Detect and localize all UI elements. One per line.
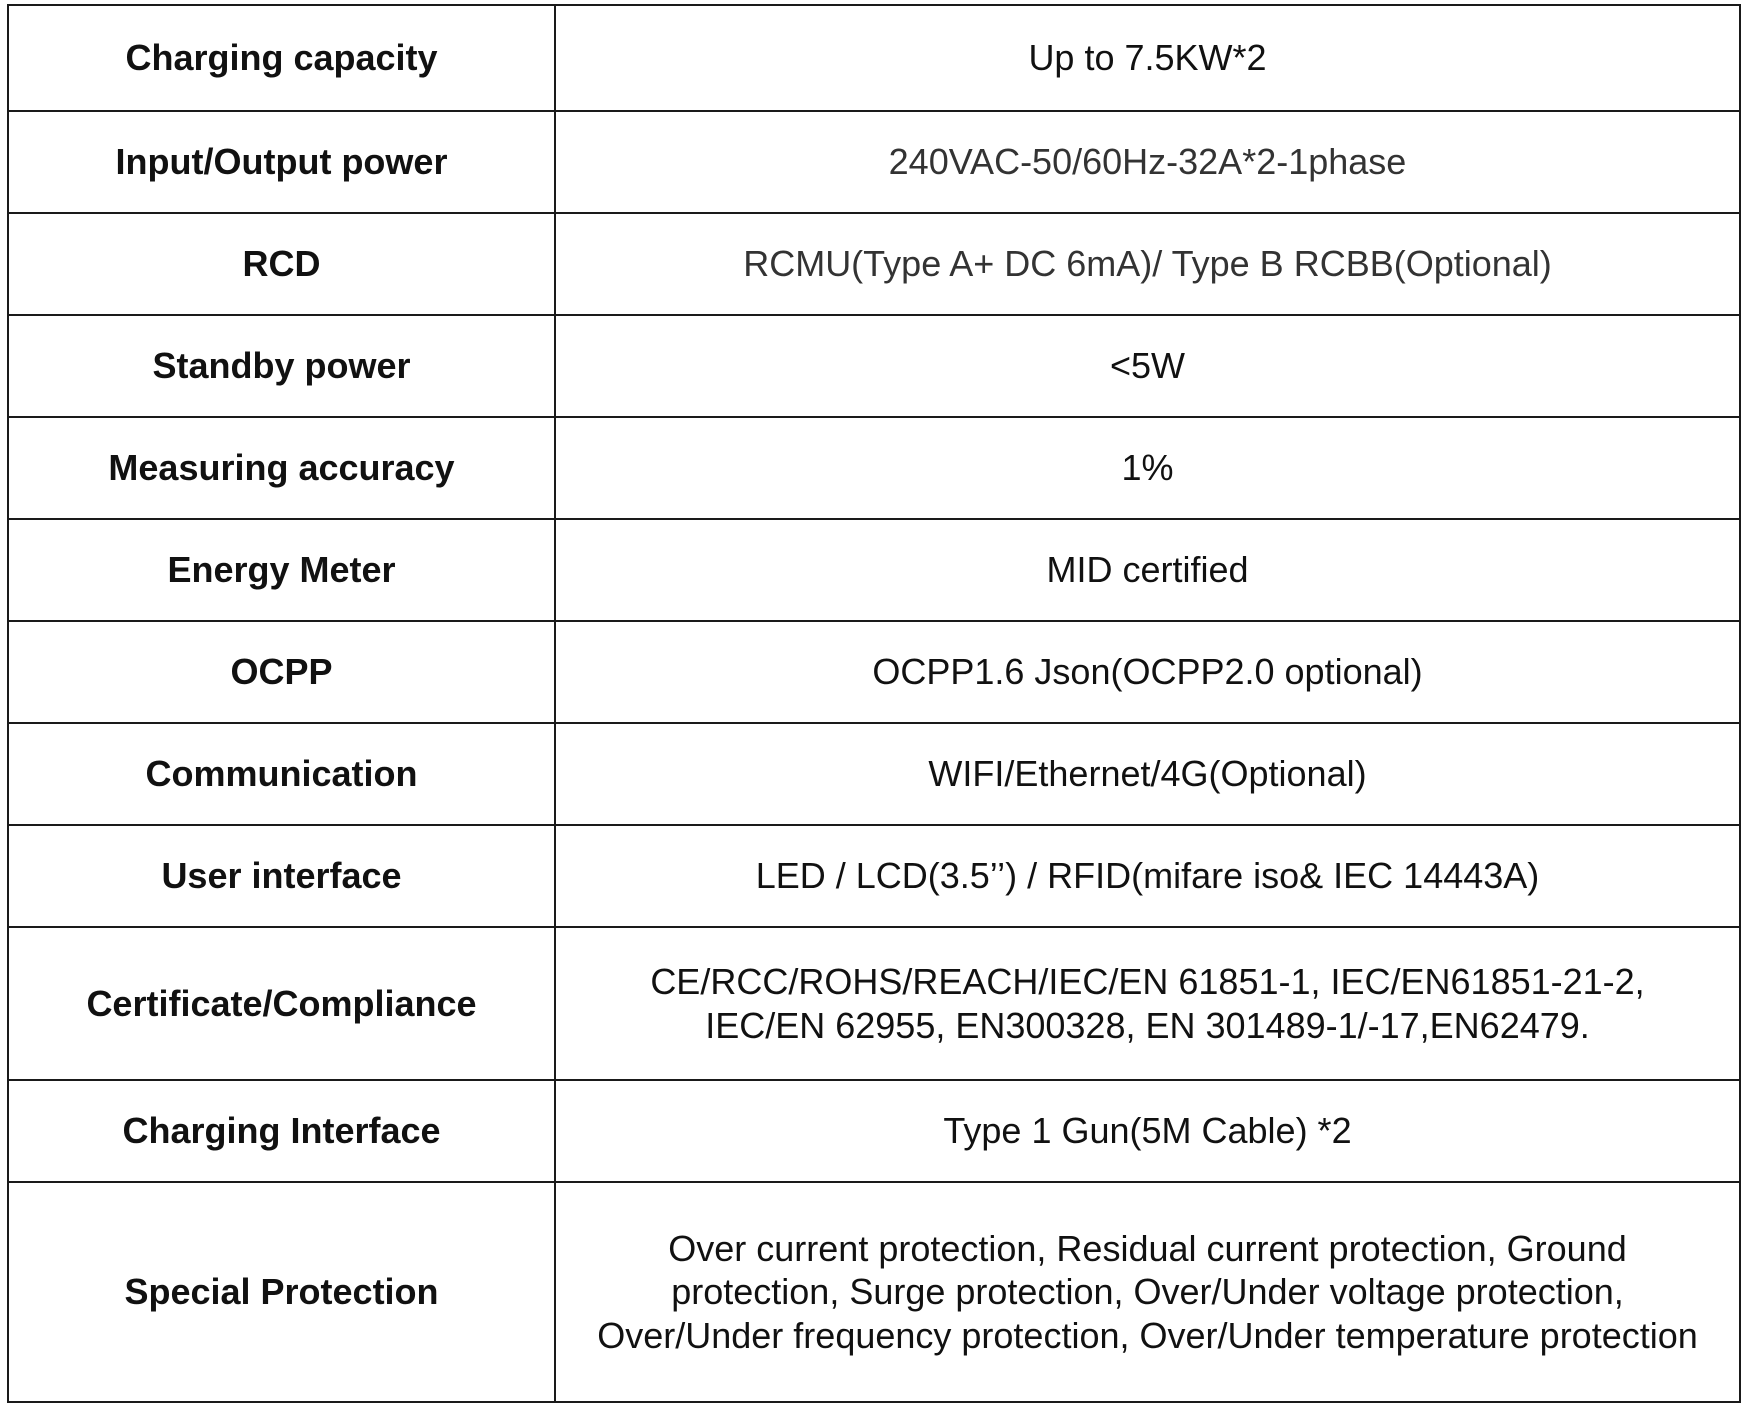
table-row bbox=[8, 723, 1740, 825]
spec-value: MID certified bbox=[555, 519, 1740, 621]
spec-label: Communication bbox=[8, 723, 555, 825]
table-row bbox=[8, 5, 1740, 111]
spec-label: Measuring accuracy bbox=[8, 417, 555, 519]
table-row bbox=[8, 315, 1740, 417]
table-row bbox=[8, 1080, 1740, 1182]
spec-value: LED / LCD(3.5’’) / RFID(mifare iso& IEC 14443A) bbox=[555, 825, 1740, 927]
table-row bbox=[8, 621, 1740, 723]
spec-label: Standby power bbox=[8, 315, 555, 417]
table-row bbox=[8, 213, 1740, 315]
spec-label: Certificate/Compliance bbox=[8, 927, 555, 1080]
table-row bbox=[8, 1182, 1740, 1402]
spec-label: Charging capacity bbox=[8, 5, 555, 111]
spec-label: Input/Output power bbox=[8, 111, 555, 213]
spec-value-line: IEC/EN 62955, EN300328, EN 301489-1/-17,EN62479. bbox=[705, 1004, 1590, 1046]
spec-value bbox=[555, 927, 1740, 1080]
table-row bbox=[8, 825, 1740, 927]
spec-label: OCPP bbox=[8, 621, 555, 723]
spec-value-line: Over current protection, Residual current protection, Ground bbox=[668, 1228, 1627, 1270]
spec-value: 1% bbox=[555, 417, 1740, 519]
table-row bbox=[8, 417, 1740, 519]
spec-label: User interface bbox=[8, 825, 555, 927]
spec-value bbox=[555, 1182, 1740, 1402]
table-row bbox=[8, 519, 1740, 621]
spec-label: RCD bbox=[8, 213, 555, 315]
spec-value-line: protection, Surge protection, Over/Under voltage protection, bbox=[671, 1271, 1624, 1313]
spec-label: Energy Meter bbox=[8, 519, 555, 621]
table-row bbox=[8, 111, 1740, 213]
spec-value: Type 1 Gun(5M Cable) *2 bbox=[555, 1080, 1740, 1182]
spec-value: Up to 7.5KW*2 bbox=[555, 5, 1740, 111]
spec-value-line: CE/RCC/ROHS/REACH/IEC/EN 61851-1, IEC/EN61851-21-2, bbox=[650, 961, 1645, 1003]
spec-label: Charging Interface bbox=[8, 1080, 555, 1182]
spec-value: 240VAC-50/60Hz-32A*2-1phase bbox=[555, 111, 1740, 213]
spec-value: OCPP1.6 Json(OCPP2.0 optional) bbox=[555, 621, 1740, 723]
spec-value: RCMU(Type A+ DC 6mA)/ Type B RCBB(Optional) bbox=[555, 213, 1740, 315]
spec-value: <5W bbox=[555, 315, 1740, 417]
table-row bbox=[8, 927, 1740, 1080]
spec-value-line: Over/Under frequency protection, Over/Under temperature protection bbox=[597, 1314, 1698, 1356]
spec-value: WIFI/Ethernet/4G(Optional) bbox=[555, 723, 1740, 825]
specification-table bbox=[7, 4, 1741, 1403]
spec-label: Special Protection bbox=[8, 1182, 555, 1402]
